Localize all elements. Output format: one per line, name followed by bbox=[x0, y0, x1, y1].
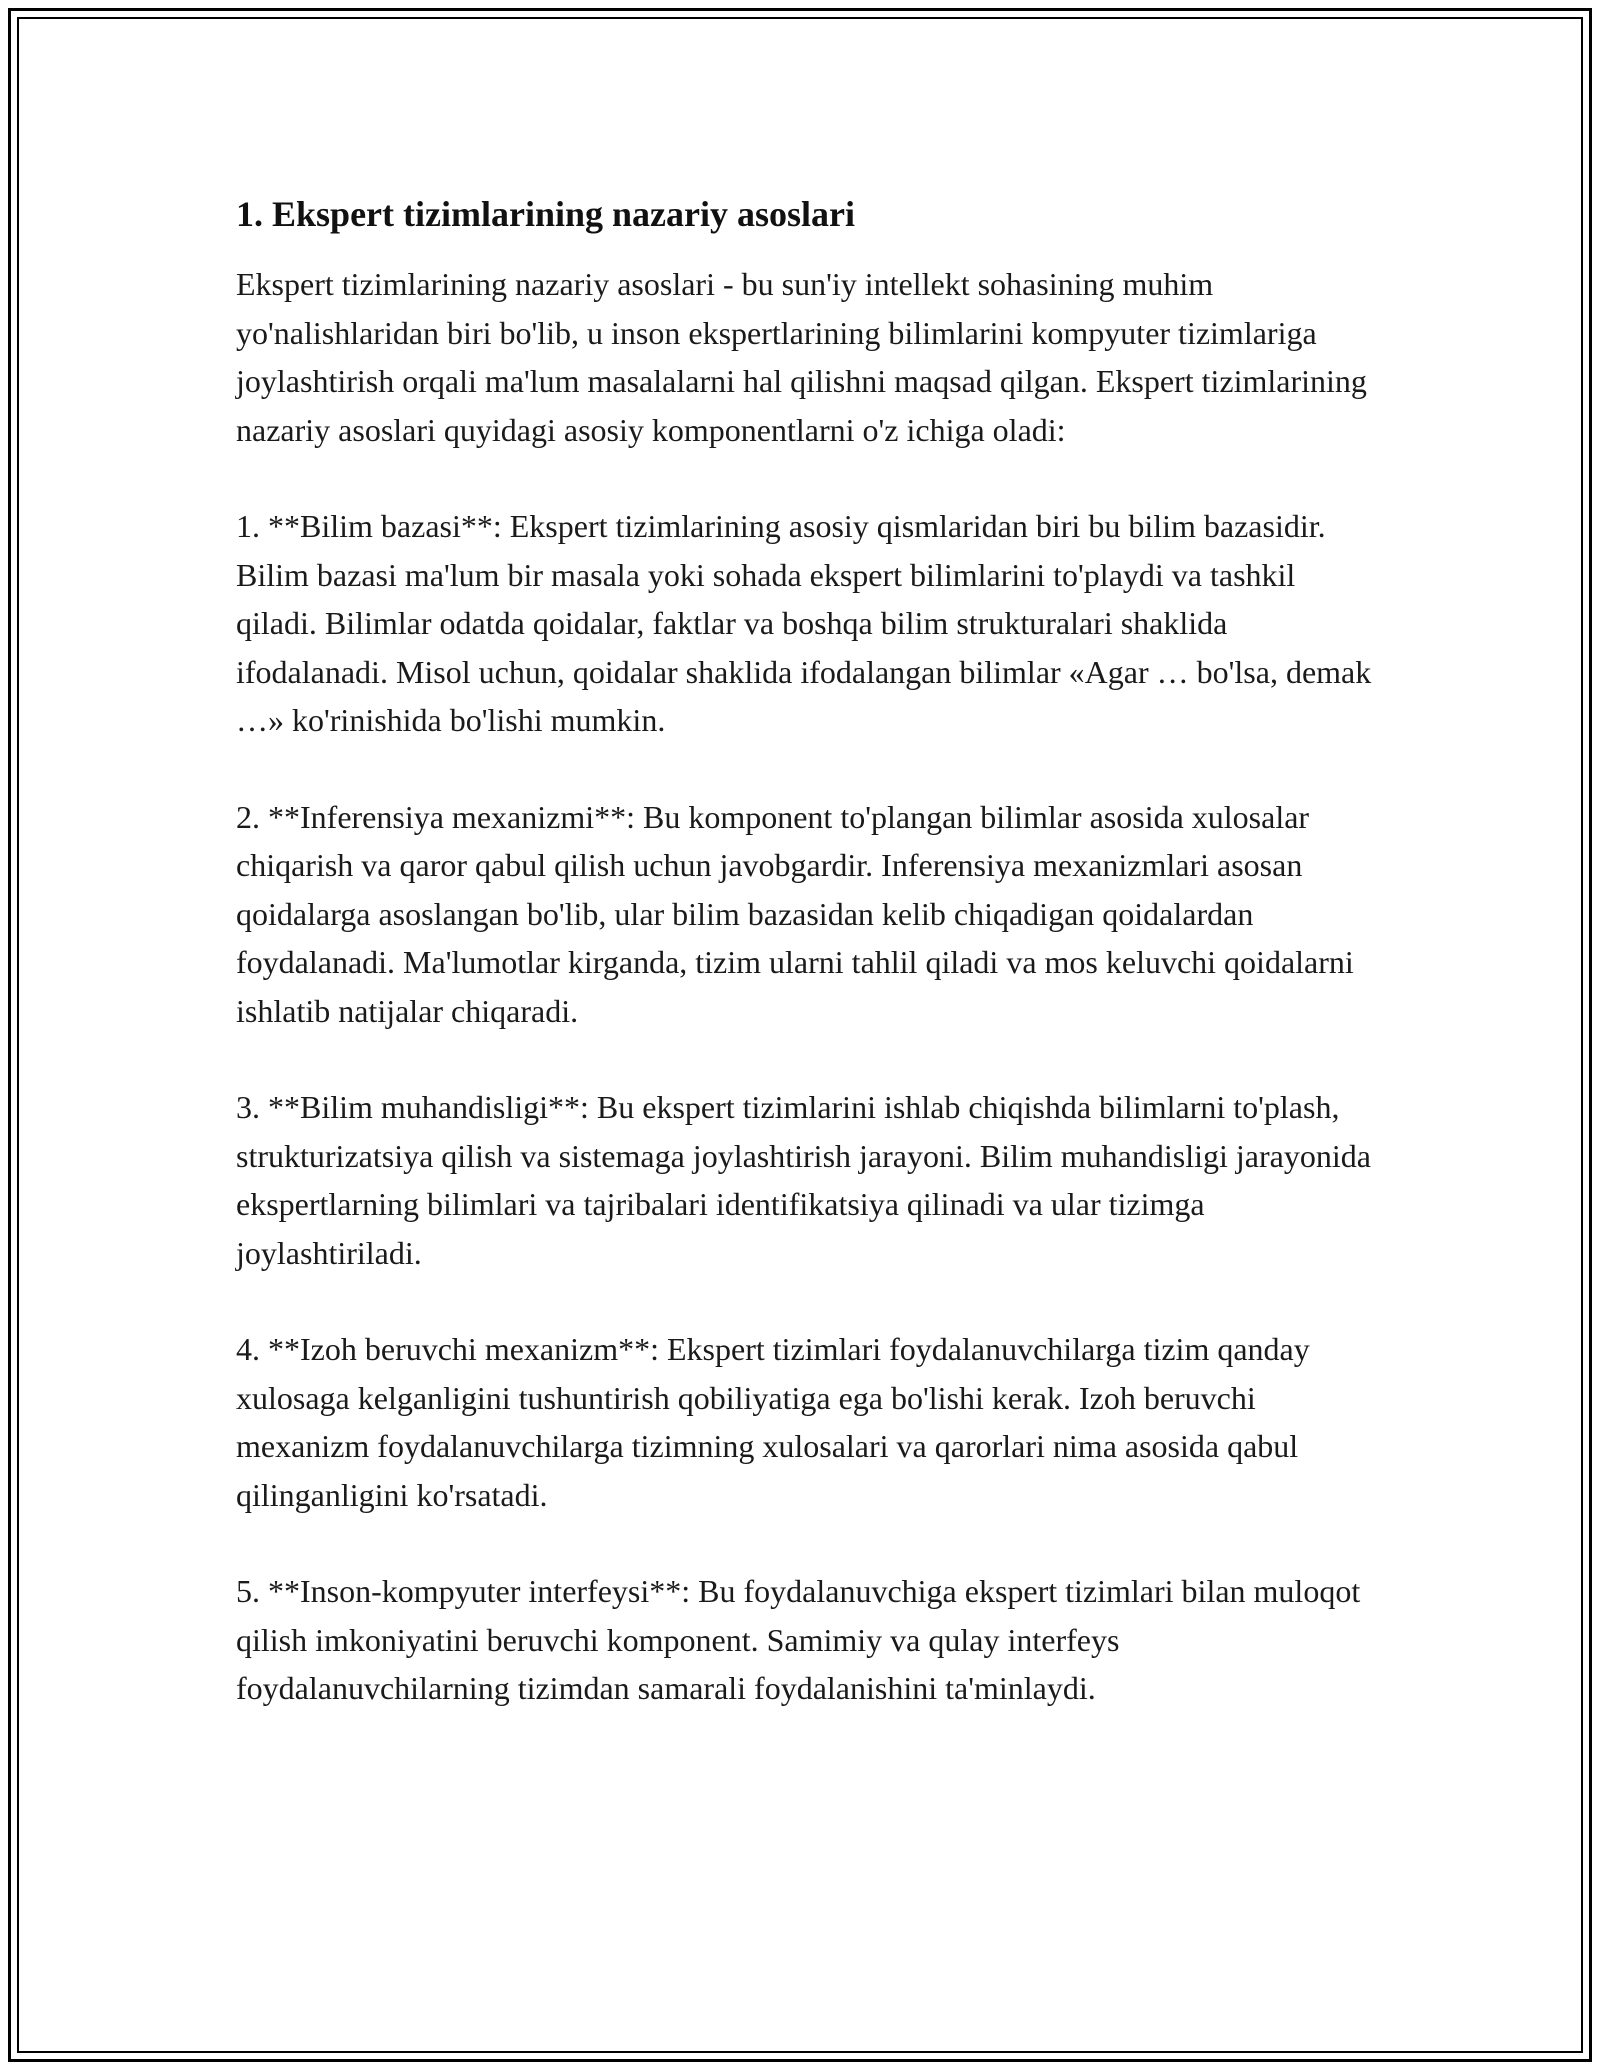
paragraph-inferensiya-mexanizmi: 2. **Inferensiya mexanizmi**: Bu komponent to'plangan bilimlar asosida xulosalar chiqarish va qaror qabul qilish uchun javobgardir. Inferensiya mexanizmlari asosan qoidalarga asoslangan bo'lib, ular bilim bazasidan kelib chiqadigan qoidalardan foydalanadi. Ma'lumotlar kirganda, tizim ularni tahlil qiladi va mos keluvchi qoidalarni ishlatib natijalar chiqaradi. bbox=[236, 798, 1354, 1029]
section-heading: 1. Ekspert tizimlarining nazariy asoslari bbox=[236, 194, 855, 234]
paragraph-bilim-muhandisligi: 3. **Bilim muhandisligi**: Bu ekspert tizimlarini ishlab chiqishda bilimlarni to'plash, strukturizatsiya qilish va sistemaga joylashtirish jarayoni. Bilim muhandisligi jarayonida ekspertlarning bilimlari va tajribalari identifikatsiya qilinadi va ular tizimga joylashtiriladi. bbox=[236, 1089, 1371, 1271]
paragraph-izoh-beruvchi-mexanizm: 4. **Izoh beruvchi mexanizm**: Ekspert tizimlari foydalanuvchilarga tizim qanday xulosaga kelganligini tushuntirish qobiliyatiga ega bo'lishi kerak. Izoh beruvchi mexanizm foydalanuvchilarga tizimning xulosalari va qarorlari nima asosida qabul qilinganligini ko'rsatadi. bbox=[236, 1331, 1310, 1513]
paragraph-inson-kompyuter-interfeysi: 5. **Inson-kompyuter interfeysi**: Bu foydalanuvchiga ekspert tizimlari bilan muloqot qilish imkoniyatini beruvchi komponent. Samimiy va qulay interfeys foydalanuvchilarning tizimdan samarali foydalanishini ta'minlaydi. bbox=[236, 1573, 1361, 1706]
document-body bbox=[236, 190, 1376, 1713]
intro-paragraph: Ekspert tizimlarining nazariy asoslari - bu sun'iy intellekt sohasining muhim yo'nalishlaridan biri bo'lib, u inson ekspertlarining bilimlarini kompyuter tizimlariga joylashtirish orqali ma'lum masalalarni hal qilishni maqsad qilgan. Ekspert tizimlarining nazariy asoslari quyidagi asosiy komponentlarni o'z ichiga oladi: bbox=[236, 266, 1367, 448]
paragraph-bilim-bazasi: 1. **Bilim bazasi**: Ekspert tizimlarining asosiy qismlaridan biri bu bilim bazasidir. Bilim bazasi ma'lum bir masala yoki sohada ekspert bilimlarini to'playdi va tashkil qiladi. Bilimlar odatda qoidalar, faktlar va boshqa bilim strukturalari shaklida ifodalanadi. Misol uchun, qoidalar shaklida ifodalangan bilimlar «Agar … bo'lsa, demak …» ko'rinishida bo'lishi mumkin. bbox=[236, 508, 1372, 738]
